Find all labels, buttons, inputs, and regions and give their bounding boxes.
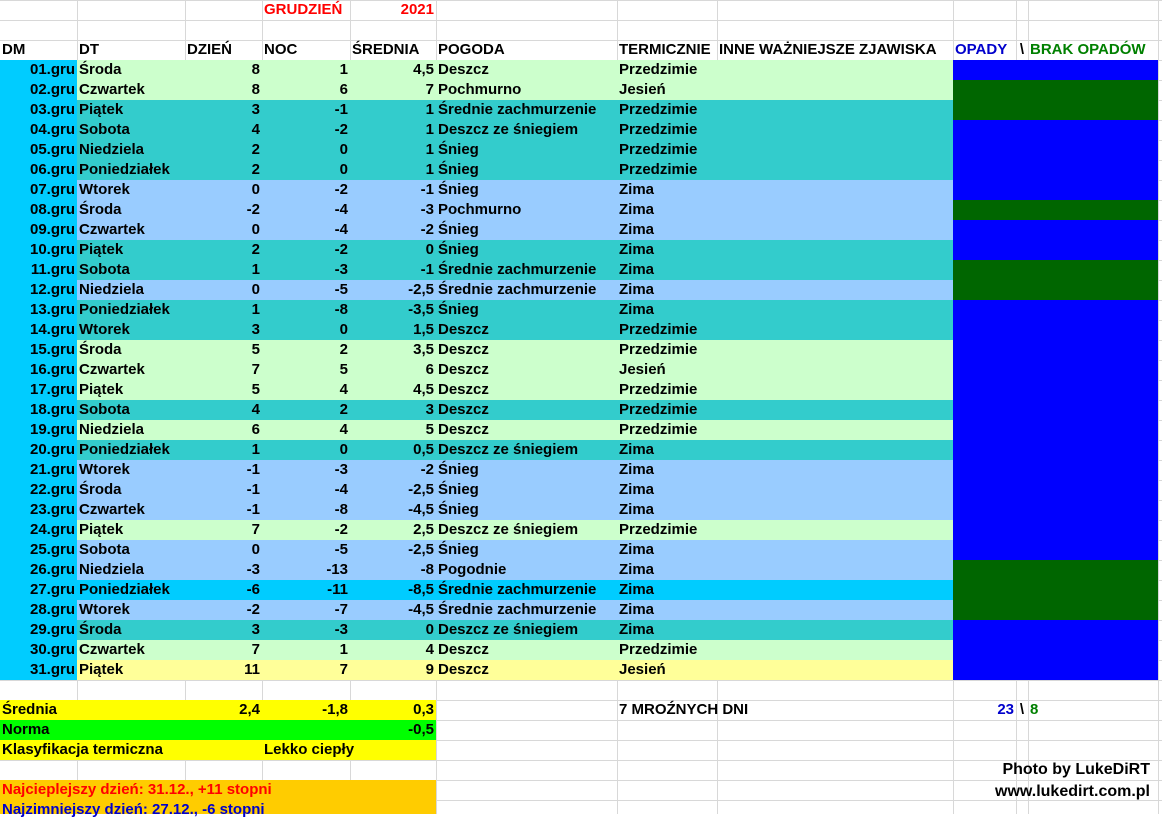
- precip-indicator[interactable]: [953, 220, 1158, 240]
- cell-night[interactable]: 6: [339, 81, 348, 98]
- cell-avg[interactable]: -2: [420, 221, 434, 238]
- cell-weather[interactable]: Śnieg: [438, 161, 479, 178]
- cell-weather[interactable]: Deszcz ze śniegiem: [438, 621, 579, 638]
- cell-dm[interactable]: 21.gru: [29, 461, 75, 478]
- cell-dt[interactable]: Poniedziałek: [79, 161, 170, 178]
- cell-avg[interactable]: 1,5: [413, 321, 434, 338]
- header-avg[interactable]: ŚREDNIA: [352, 41, 420, 58]
- cell-thermal[interactable]: Jesień: [619, 661, 666, 678]
- cell-thermal[interactable]: Przedzimie: [619, 101, 698, 118]
- summary-norm-value[interactable]: -0,5: [408, 721, 434, 738]
- cell-dt[interactable]: Niedziela: [79, 281, 145, 298]
- cell-day[interactable]: -2: [246, 601, 260, 618]
- cell-thermal[interactable]: Zima: [619, 441, 655, 458]
- precip-indicator[interactable]: [953, 560, 1158, 580]
- cell-day[interactable]: 2: [251, 141, 260, 158]
- cell-dt[interactable]: Piątek: [79, 101, 124, 118]
- summary-avg-night[interactable]: -1,8: [322, 701, 348, 718]
- summary-class-value[interactable]: Lekko ciepły: [264, 741, 355, 758]
- cell-avg[interactable]: 0: [425, 621, 434, 638]
- cell-night[interactable]: 1: [339, 641, 348, 658]
- cell-day[interactable]: 0: [251, 221, 260, 238]
- precip-indicator[interactable]: [953, 400, 1158, 420]
- cell-dm[interactable]: 16.gru: [29, 361, 75, 378]
- cell-night[interactable]: 0: [339, 161, 348, 178]
- cell-weather[interactable]: Pogodnie: [438, 561, 507, 578]
- cell-dt[interactable]: Piątek: [79, 241, 124, 258]
- cell-night[interactable]: 2: [339, 341, 348, 358]
- header-other[interactable]: INNE WAŻNIEJSZE ZJAWISKA: [719, 41, 937, 58]
- cell-night[interactable]: -3: [334, 621, 348, 638]
- cell-dm[interactable]: 04.gru: [29, 121, 75, 138]
- cell-dm[interactable]: 26.gru: [29, 561, 75, 578]
- cell-thermal[interactable]: Zima: [619, 481, 655, 498]
- cell-avg[interactable]: 1: [425, 121, 434, 138]
- cell-thermal[interactable]: Zima: [619, 601, 655, 618]
- precip-indicator[interactable]: [953, 620, 1158, 640]
- precip-indicator[interactable]: [953, 460, 1158, 480]
- cell-thermal[interactable]: Przedzimie: [619, 381, 698, 398]
- year-title[interactable]: 2021: [400, 1, 434, 18]
- cell-dt[interactable]: Sobota: [79, 401, 130, 418]
- cell-avg[interactable]: 7: [425, 81, 434, 98]
- photo-credit: Photo by LukeDiRT: [1002, 761, 1150, 778]
- cell-weather[interactable]: Deszcz ze śniegiem: [438, 441, 579, 458]
- cell-avg[interactable]: -8,5: [408, 581, 434, 598]
- cell-dt[interactable]: Środa: [79, 61, 122, 78]
- cell-dm[interactable]: 09.gru: [29, 221, 75, 238]
- cell-weather[interactable]: Śnieg: [438, 141, 479, 158]
- precip-indicator[interactable]: [953, 160, 1158, 180]
- cell-night[interactable]: 5: [339, 361, 348, 378]
- cell-day[interactable]: 8: [251, 81, 260, 98]
- cell-weather[interactable]: Średnie zachmurzenie: [438, 281, 597, 298]
- cell-weather[interactable]: Pochmurno: [438, 201, 522, 218]
- cell-avg[interactable]: 5: [425, 421, 434, 438]
- cell-weather[interactable]: Średnie zachmurzenie: [438, 601, 597, 618]
- cell-dm[interactable]: 05.gru: [29, 141, 75, 158]
- cell-dt[interactable]: Niedziela: [79, 421, 145, 438]
- precip-indicator[interactable]: [953, 200, 1158, 220]
- precip-indicator[interactable]: [953, 480, 1158, 500]
- precip-indicator[interactable]: [953, 600, 1158, 620]
- cell-thermal[interactable]: Zima: [619, 581, 655, 598]
- frost-days[interactable]: 7 MROŹNYCH DNI: [619, 701, 749, 718]
- precip-indicator[interactable]: [953, 80, 1158, 100]
- cell-dm[interactable]: 23.gru: [29, 501, 75, 518]
- cell-dm[interactable]: 29.gru: [29, 621, 75, 638]
- cell-weather[interactable]: Średnie zachmurzenie: [438, 581, 597, 598]
- cell-day[interactable]: 3: [251, 321, 260, 338]
- header-dt[interactable]: DT: [79, 41, 99, 58]
- cell-weather[interactable]: Śnieg: [438, 221, 479, 238]
- cell-weather[interactable]: Deszcz ze śniegiem: [438, 521, 579, 538]
- cell-dt[interactable]: Sobota: [79, 121, 130, 138]
- cell-day[interactable]: -1: [246, 461, 260, 478]
- cell-dt[interactable]: Poniedziałek: [79, 301, 170, 318]
- header-day[interactable]: DZIEŃ: [187, 41, 232, 58]
- cell-dm[interactable]: 18.gru: [29, 401, 75, 418]
- cell-dt[interactable]: Poniedziałek: [79, 441, 170, 458]
- header-no-precip[interactable]: BRAK OPADÓW: [1030, 41, 1146, 58]
- cell-dt[interactable]: Sobota: [79, 261, 130, 278]
- header-dm[interactable]: DM: [2, 41, 26, 58]
- summary-class-label[interactable]: Klasyfikacja termiczna: [2, 741, 163, 758]
- cell-dt[interactable]: Sobota: [79, 541, 130, 558]
- cell-dt[interactable]: Piątek: [79, 381, 124, 398]
- summary-avg-mean[interactable]: 0,3: [413, 701, 434, 718]
- cell-thermal[interactable]: Przedzimie: [619, 321, 698, 338]
- cell-night[interactable]: -13: [326, 561, 348, 578]
- cell-thermal[interactable]: Jesień: [619, 81, 666, 98]
- header-separator: \: [1019, 41, 1025, 58]
- precip-indicator[interactable]: [953, 280, 1158, 300]
- cell-dm[interactable]: 17.gru: [29, 381, 75, 398]
- cell-weather[interactable]: Deszcz: [438, 321, 489, 338]
- header-thermal[interactable]: TERMICZNIE: [619, 41, 711, 58]
- cell-dt[interactable]: Czwartek: [79, 81, 145, 98]
- cell-avg[interactable]: -1: [420, 261, 434, 278]
- cell-avg[interactable]: -3: [420, 201, 434, 218]
- cell-avg[interactable]: -3,5: [408, 301, 434, 318]
- cell-night[interactable]: 1: [339, 61, 348, 78]
- cell-avg[interactable]: 3,5: [413, 341, 434, 358]
- precip-indicator[interactable]: [953, 140, 1158, 160]
- cell-dt[interactable]: Środa: [79, 621, 122, 638]
- cell-dt[interactable]: Wtorek: [79, 461, 130, 478]
- cell-dt[interactable]: Niedziela: [79, 141, 145, 158]
- cell-dt[interactable]: Wtorek: [79, 601, 130, 618]
- cell-dm[interactable]: 13.gru: [29, 301, 75, 318]
- precip-indicator[interactable]: [953, 320, 1158, 340]
- cell-thermal[interactable]: Przedzimie: [619, 341, 698, 358]
- cell-night[interactable]: 7: [339, 661, 348, 678]
- precip-indicator[interactable]: [953, 360, 1158, 380]
- cell-thermal[interactable]: Zima: [619, 541, 655, 558]
- cell-dt[interactable]: Czwartek: [79, 641, 145, 658]
- cell-avg[interactable]: 4: [425, 641, 434, 658]
- cell-avg[interactable]: -4,5: [408, 601, 434, 618]
- cell-day[interactable]: 2: [251, 161, 260, 178]
- cell-day[interactable]: 4: [251, 401, 260, 418]
- cell-dm[interactable]: 15.gru: [29, 341, 75, 358]
- cell-day[interactable]: -2: [246, 201, 260, 218]
- cell-thermal[interactable]: Zima: [619, 201, 655, 218]
- cell-weather[interactable]: Deszcz: [438, 61, 489, 78]
- cell-thermal[interactable]: Przedzimie: [619, 141, 698, 158]
- cell-night[interactable]: -2: [334, 121, 348, 138]
- cell-night[interactable]: -2: [334, 521, 348, 538]
- summary-separator: \: [1019, 701, 1025, 718]
- header-night[interactable]: NOC: [264, 41, 298, 58]
- cell-day[interactable]: -1: [246, 481, 260, 498]
- cell-thermal[interactable]: Zima: [619, 301, 655, 318]
- precip-indicator[interactable]: [953, 660, 1158, 680]
- cell-avg[interactable]: -8: [420, 561, 434, 578]
- cell-dt[interactable]: Niedziela: [79, 561, 145, 578]
- cell-thermal[interactable]: Zima: [619, 501, 655, 518]
- cell-dm[interactable]: 02.gru: [29, 81, 75, 98]
- cell-avg[interactable]: -4,5: [408, 501, 434, 518]
- cell-day[interactable]: 0: [251, 541, 260, 558]
- precip-indicator[interactable]: [953, 640, 1158, 660]
- precip-indicator[interactable]: [953, 300, 1158, 320]
- cell-dm[interactable]: 28.gru: [29, 601, 75, 618]
- cell-dm[interactable]: 20.gru: [29, 441, 75, 458]
- cell-night[interactable]: -5: [334, 541, 348, 558]
- cell-thermal[interactable]: Przedzimie: [619, 61, 698, 78]
- cell-night[interactable]: -3: [334, 261, 348, 278]
- cell-dm[interactable]: 07.gru: [29, 181, 75, 198]
- cell-day[interactable]: 4: [251, 121, 260, 138]
- cell-day[interactable]: 3: [251, 621, 260, 638]
- cell-dm[interactable]: 19.gru: [29, 421, 75, 438]
- cell-dm[interactable]: 31.gru: [29, 661, 75, 678]
- cell-thermal[interactable]: Przedzimie: [619, 161, 698, 178]
- cell-night[interactable]: 4: [339, 381, 348, 398]
- cell-dm[interactable]: 06.gru: [29, 161, 75, 178]
- cell-thermal[interactable]: Przedzimie: [619, 121, 698, 138]
- cell-night[interactable]: 4: [339, 421, 348, 438]
- cell-avg[interactable]: 4,5: [413, 61, 434, 78]
- cell-thermal[interactable]: Przedzimie: [619, 521, 698, 538]
- cell-dt[interactable]: Środa: [79, 201, 122, 218]
- cell-weather[interactable]: Deszcz ze śniegiem: [438, 121, 579, 138]
- cell-day[interactable]: 7: [251, 641, 260, 658]
- cell-dt[interactable]: Czwartek: [79, 361, 145, 378]
- cell-weather[interactable]: Śnieg: [438, 241, 479, 258]
- cell-thermal[interactable]: Zima: [619, 621, 655, 638]
- grid-column-line: [1158, 0, 1159, 814]
- cell-avg[interactable]: 1: [425, 101, 434, 118]
- cell-thermal[interactable]: Przedzimie: [619, 421, 698, 438]
- cell-avg[interactable]: -1: [420, 181, 434, 198]
- cell-night[interactable]: 0: [339, 441, 348, 458]
- cell-weather[interactable]: Śnieg: [438, 301, 479, 318]
- cell-day[interactable]: 7: [251, 521, 260, 538]
- cell-thermal[interactable]: Zima: [619, 241, 655, 258]
- coldest-day[interactable]: Najzimniejszy dzień: 27.12., -6 stopni: [2, 801, 265, 818]
- cell-dm[interactable]: 25.gru: [29, 541, 75, 558]
- cell-weather[interactable]: Deszcz: [438, 661, 489, 678]
- cell-night[interactable]: -11: [327, 581, 348, 598]
- cell-day[interactable]: 5: [251, 341, 260, 358]
- cell-avg[interactable]: 0: [425, 241, 434, 258]
- cell-day[interactable]: 1: [251, 441, 260, 458]
- cell-weather[interactable]: Średnie zachmurzenie: [438, 261, 597, 278]
- cell-weather[interactable]: Śnieg: [438, 181, 479, 198]
- cell-weather[interactable]: Deszcz: [438, 641, 489, 658]
- cell-day[interactable]: 8: [251, 61, 260, 78]
- cell-dt[interactable]: Piątek: [79, 661, 124, 678]
- precip-indicator[interactable]: [953, 440, 1158, 460]
- cell-weather[interactable]: Śnieg: [438, 461, 479, 478]
- cell-avg[interactable]: 2,5: [413, 521, 434, 538]
- cell-avg[interactable]: -2: [420, 461, 434, 478]
- cell-dm[interactable]: 03.gru: [29, 101, 75, 118]
- cell-night[interactable]: -4: [334, 201, 348, 218]
- cell-dt[interactable]: Czwartek: [79, 221, 145, 238]
- cell-night[interactable]: -4: [334, 481, 348, 498]
- grid-row-line: [0, 680, 1162, 681]
- cell-dm[interactable]: 14.gru: [29, 321, 75, 338]
- cell-dm[interactable]: 10.gru: [29, 241, 75, 258]
- precip-indicator[interactable]: [953, 540, 1158, 560]
- precip-indicator[interactable]: [953, 100, 1158, 120]
- cell-dt[interactable]: Wtorek: [79, 181, 130, 198]
- cell-dm[interactable]: 11.gru: [30, 261, 75, 278]
- precip-days-count[interactable]: 23: [997, 701, 1014, 718]
- precip-indicator[interactable]: [953, 420, 1158, 440]
- cell-avg[interactable]: 4,5: [413, 381, 434, 398]
- cell-weather[interactable]: Śnieg: [438, 501, 479, 518]
- cell-avg[interactable]: 1: [425, 141, 434, 158]
- cell-dm[interactable]: 27.gru: [29, 581, 75, 598]
- cell-avg[interactable]: 9: [425, 661, 434, 678]
- cell-weather[interactable]: Deszcz: [438, 381, 489, 398]
- cell-night[interactable]: -1: [334, 101, 348, 118]
- cell-dt[interactable]: Środa: [79, 341, 122, 358]
- precip-indicator[interactable]: [953, 180, 1158, 200]
- cell-night[interactable]: -5: [334, 281, 348, 298]
- cell-night[interactable]: -3: [334, 461, 348, 478]
- cell-night[interactable]: 0: [339, 141, 348, 158]
- cell-avg[interactable]: 3: [425, 401, 434, 418]
- header-weather[interactable]: POGODA: [438, 41, 505, 58]
- cell-dt[interactable]: Czwartek: [79, 501, 145, 518]
- cell-dm[interactable]: 08.gru: [29, 201, 75, 218]
- precip-indicator[interactable]: [953, 340, 1158, 360]
- cell-night[interactable]: -2: [334, 241, 348, 258]
- month-title[interactable]: GRUDZIEŃ: [264, 1, 343, 18]
- cell-weather[interactable]: Deszcz: [438, 341, 489, 358]
- warmest-day[interactable]: Najcieplejszy dzień: 31.12., +11 stopni: [2, 781, 272, 798]
- cell-dm[interactable]: 22.gru: [29, 481, 75, 498]
- cell-day[interactable]: 3: [251, 101, 260, 118]
- cell-dt[interactable]: Poniedziałek: [79, 581, 170, 598]
- precip-indicator[interactable]: [953, 120, 1158, 140]
- cell-weather[interactable]: Śnieg: [438, 541, 479, 558]
- cell-thermal[interactable]: Jesień: [619, 361, 666, 378]
- cell-dm[interactable]: 30.gru: [29, 641, 75, 658]
- cell-thermal[interactable]: Zima: [619, 281, 655, 298]
- cell-avg[interactable]: -2,5: [408, 281, 434, 298]
- cell-weather[interactable]: Deszcz: [438, 401, 489, 418]
- cell-weather[interactable]: Deszcz: [438, 361, 489, 378]
- cell-dt[interactable]: Wtorek: [79, 321, 130, 338]
- cell-day[interactable]: -1: [246, 501, 260, 518]
- cell-thermal[interactable]: Zima: [619, 221, 655, 238]
- cell-day[interactable]: 2: [251, 241, 260, 258]
- site-credit: www.lukedirt.com.pl: [995, 783, 1150, 800]
- cell-dt[interactable]: Piątek: [79, 521, 124, 538]
- cell-night[interactable]: -7: [334, 601, 348, 618]
- precip-indicator[interactable]: [953, 60, 1158, 80]
- cell-dm[interactable]: 24.gru: [29, 521, 75, 538]
- precip-indicator[interactable]: [953, 520, 1158, 540]
- cell-weather[interactable]: Deszcz: [438, 421, 489, 438]
- cell-night[interactable]: 0: [339, 321, 348, 338]
- cell-thermal[interactable]: Przedzimie: [619, 641, 698, 658]
- cell-day[interactable]: 6: [251, 421, 260, 438]
- cell-day[interactable]: -3: [246, 561, 260, 578]
- cell-night[interactable]: -4: [334, 221, 348, 238]
- cell-weather[interactable]: Średnie zachmurzenie: [438, 101, 597, 118]
- cell-day[interactable]: 1: [251, 261, 260, 278]
- cell-day[interactable]: -6: [246, 581, 260, 598]
- cell-day[interactable]: 5: [251, 381, 260, 398]
- cell-avg[interactable]: 6: [425, 361, 434, 378]
- cell-day[interactable]: 11: [244, 661, 260, 678]
- cell-night[interactable]: -8: [334, 301, 348, 318]
- cell-day[interactable]: 1: [251, 301, 260, 318]
- precip-indicator[interactable]: [953, 580, 1158, 600]
- grid-row-line: [0, 0, 1162, 1]
- cell-weather[interactable]: Pochmurno: [438, 81, 522, 98]
- summary-avg-day[interactable]: 2,4: [239, 701, 260, 718]
- precip-indicator[interactable]: [953, 500, 1158, 520]
- grid-row-line: [0, 20, 1162, 21]
- cell-avg[interactable]: 0,5: [413, 441, 434, 458]
- cell-thermal[interactable]: Zima: [619, 561, 655, 578]
- cell-dm[interactable]: 12.gru: [29, 281, 75, 298]
- precip-indicator[interactable]: [953, 260, 1158, 280]
- cell-dt[interactable]: Środa: [79, 481, 122, 498]
- cell-day[interactable]: 0: [251, 181, 260, 198]
- header-precip[interactable]: OPADY: [955, 41, 1008, 58]
- cell-thermal[interactable]: Zima: [619, 261, 655, 278]
- cell-thermal[interactable]: Przedzimie: [619, 401, 698, 418]
- cell-avg[interactable]: -2,5: [408, 541, 434, 558]
- cell-dm[interactable]: 01.gru: [29, 61, 75, 78]
- cell-thermal[interactable]: Zima: [619, 181, 655, 198]
- cell-day[interactable]: 7: [251, 361, 260, 378]
- cell-avg[interactable]: 1: [425, 161, 434, 178]
- precip-indicator[interactable]: [953, 240, 1158, 260]
- cell-night[interactable]: 2: [339, 401, 348, 418]
- precip-indicator[interactable]: [953, 380, 1158, 400]
- cell-avg[interactable]: -2,5: [408, 481, 434, 498]
- cell-night[interactable]: -2: [334, 181, 348, 198]
- cell-thermal[interactable]: Zima: [619, 461, 655, 478]
- cell-night[interactable]: -8: [334, 501, 348, 518]
- summary-norm-label[interactable]: Norma: [2, 721, 50, 738]
- cell-weather[interactable]: Śnieg: [438, 481, 479, 498]
- summary-avg-label[interactable]: Średnia: [2, 701, 58, 718]
- no-precip-days-count[interactable]: 8: [1030, 701, 1039, 718]
- cell-day[interactable]: 0: [251, 281, 260, 298]
